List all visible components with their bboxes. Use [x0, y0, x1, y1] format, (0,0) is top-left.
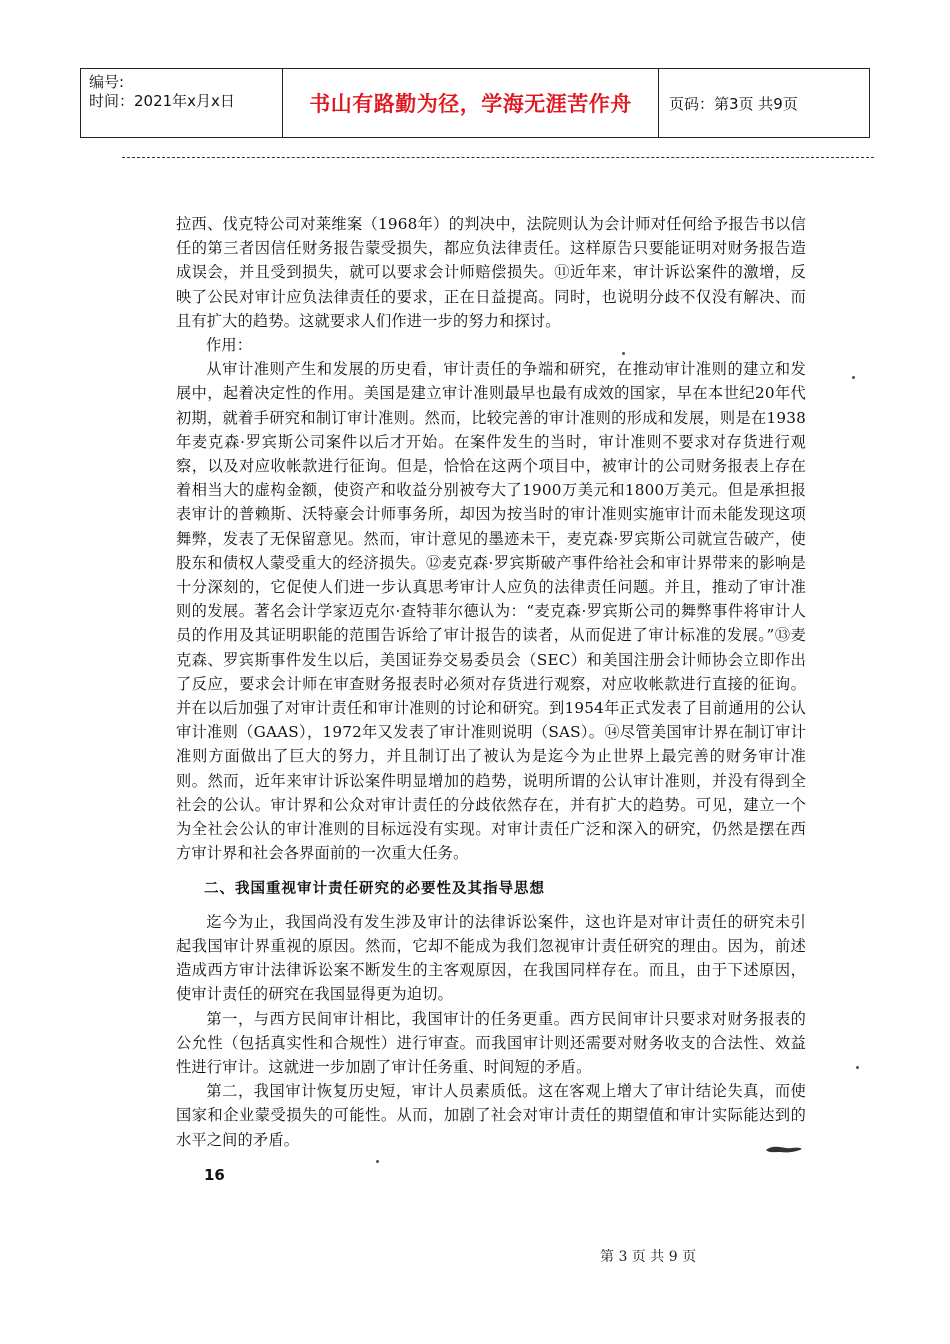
body-paragraph-1: 拉西、伐克特公司对莱维案（1968年）的判决中，法院则认为会计师对任何给予报告书以信任的第三者因信任财务报告蒙受损失，都应负法律责任。这样原告只要能证明对财务报告造成误会，并且受到损失，就可以要求会计师赔偿损失。⑪近年来，审计诉讼案件的激增，反映了公民对审计应负法律责任的要求，正在日益提高。同时，也说明分歧不仅没有解决、而且有扩大的趋势。这就要求人们作进一步的努力和探讨。 — [176, 215, 806, 330]
section-heading: 二、我国重视审计责任研究的必要性及其指导思想 — [204, 881, 545, 898]
scan-speck — [852, 376, 855, 379]
body-label-zuoyong: 作用： — [206, 336, 253, 355]
header-page-info: 页码：第3页 共9页 — [669, 94, 798, 113]
scan-speck — [622, 352, 625, 355]
scan-speck — [376, 1160, 379, 1163]
ink-smudge — [764, 1142, 804, 1156]
section-paragraph-1: 迄今为止，我国尚没有发生涉及审计的法律诉讼案件，这也许是对审计责任的研究未引起我国审计界重视的原因。然而，它却不能成为我们忽视审计责任研究的理由。因为，前述造成西方审计法律诉讼案不断发生的主客观原因，在我国同样存在。而且，由于下述原因，使审计责任的研究在我国显得更为迫切。 — [176, 912, 806, 1004]
header-divider — [122, 157, 874, 158]
scan-speck — [856, 1066, 859, 1069]
printed-page-number: 16 — [204, 1166, 225, 1184]
page-body — [176, 212, 806, 1152]
section-paragraph-2: 第一，与西方民间审计相比，我国审计的任务更重。西方民间审计只要求对财务报表的公允性（包括真实性和合规性）进行审查。而我国审计则还需要对财务收支的合法性、效益性进行审计。这就进一步加剧了审计任务重、时间短的矛盾。 — [176, 1009, 806, 1076]
header-meta — [81, 69, 283, 137]
header-motto: 书山有路勤为径，学海无涯苦作舟 — [283, 69, 659, 137]
time-label: 时间：2021年x月x日 — [89, 92, 235, 110]
body-paragraph-2: 从审计准则产生和发展的历史看，审计责任的争端和研究，在推动审计准则的建立和发展中，起着决定性的作用。美国是建立审计准则最早也最有成效的国家，早在本世纪20年代初期，就着手研究和制订审计准则。然而，比较完善的审计准则的形成和发展，则是在1938年麦克森·罗宾斯公司案件以后才开始。在案件发生的当时，审计准则不要求对存货进行观察，以及对应收帐款进行征询。但是，恰恰在这两个项目中，被审计的公司财务报表上存在着相当大的虚构金额，使资产和收益分别被夸大了1900万美元和1800万美元。但是承担报表审计的普赖斯、沃特豪会计师事务所，却因为按当时的审计准则实施审计而未能发现这项舞弊，发表了无保留意见。然而，审计意见的墨迹未干，麦克森·罗宾斯公司就宣告破产，使股东和债权人蒙受重大的经济损失。⑫麦克森·罗宾斯破产事件给社会和审计界带来的影响是十分深刻的，它促使人们进一步认真思考审计人应负的法律责任问题。并且，推动了审计准则的发展。著名会计学家迈克尔·查特菲尔德认为：“麦克森·罗宾斯公司的舞弊事件将审计人员的作用及其证明职能的范围告诉给了审计报告的读者，从而促进了审计标准的发展。”⑬麦克森、罗宾斯事件发生以后，美国证券交易委员会（SEC）和美国注册会计师协会立即作出了反应，要求会计师在审查财务报表时必须对存货进行观察，对应收帐款进行直接的征询。并在以后加强了对审计责任和审计准则的讨论和研究。到1954年正式发表了目前通用的公认审计准则（GAAS），1972年又发表了审计准则说明（SAS）。⑭尽管美国审计界在制订审计准则方面做出了巨大的努力，并且制订出了被认为是迄今为止世界上最完善的财务审计准则。然而，近年来审计诉讼案件明显增加的趋势，说明所谓的公认审计准则，并没有得到全社会的公认。审计界和公众对审计责任的分歧依然存在，并有扩大的趋势。可见，建立一个为全社会公认的审计准则的目标远没有实现。对审计责任广泛和深入的研究，仍然是摆在西方审计界和社会各界面前的一次重大任务。 — [176, 360, 806, 863]
serial-label: 编号: — [89, 73, 125, 91]
section-paragraph-3: 第二，我国审计恢复历史短，审计人员素质低。这在客观上增大了审计结论失真，而使国家和企业蒙受损失的可能性。从而，加剧了社会对审计责任的期望值和审计实际能达到的水平之间的矛盾。 — [176, 1082, 806, 1149]
document-header — [80, 68, 870, 138]
page-footer: 第 3 页 共 9 页 — [600, 1249, 697, 1265]
